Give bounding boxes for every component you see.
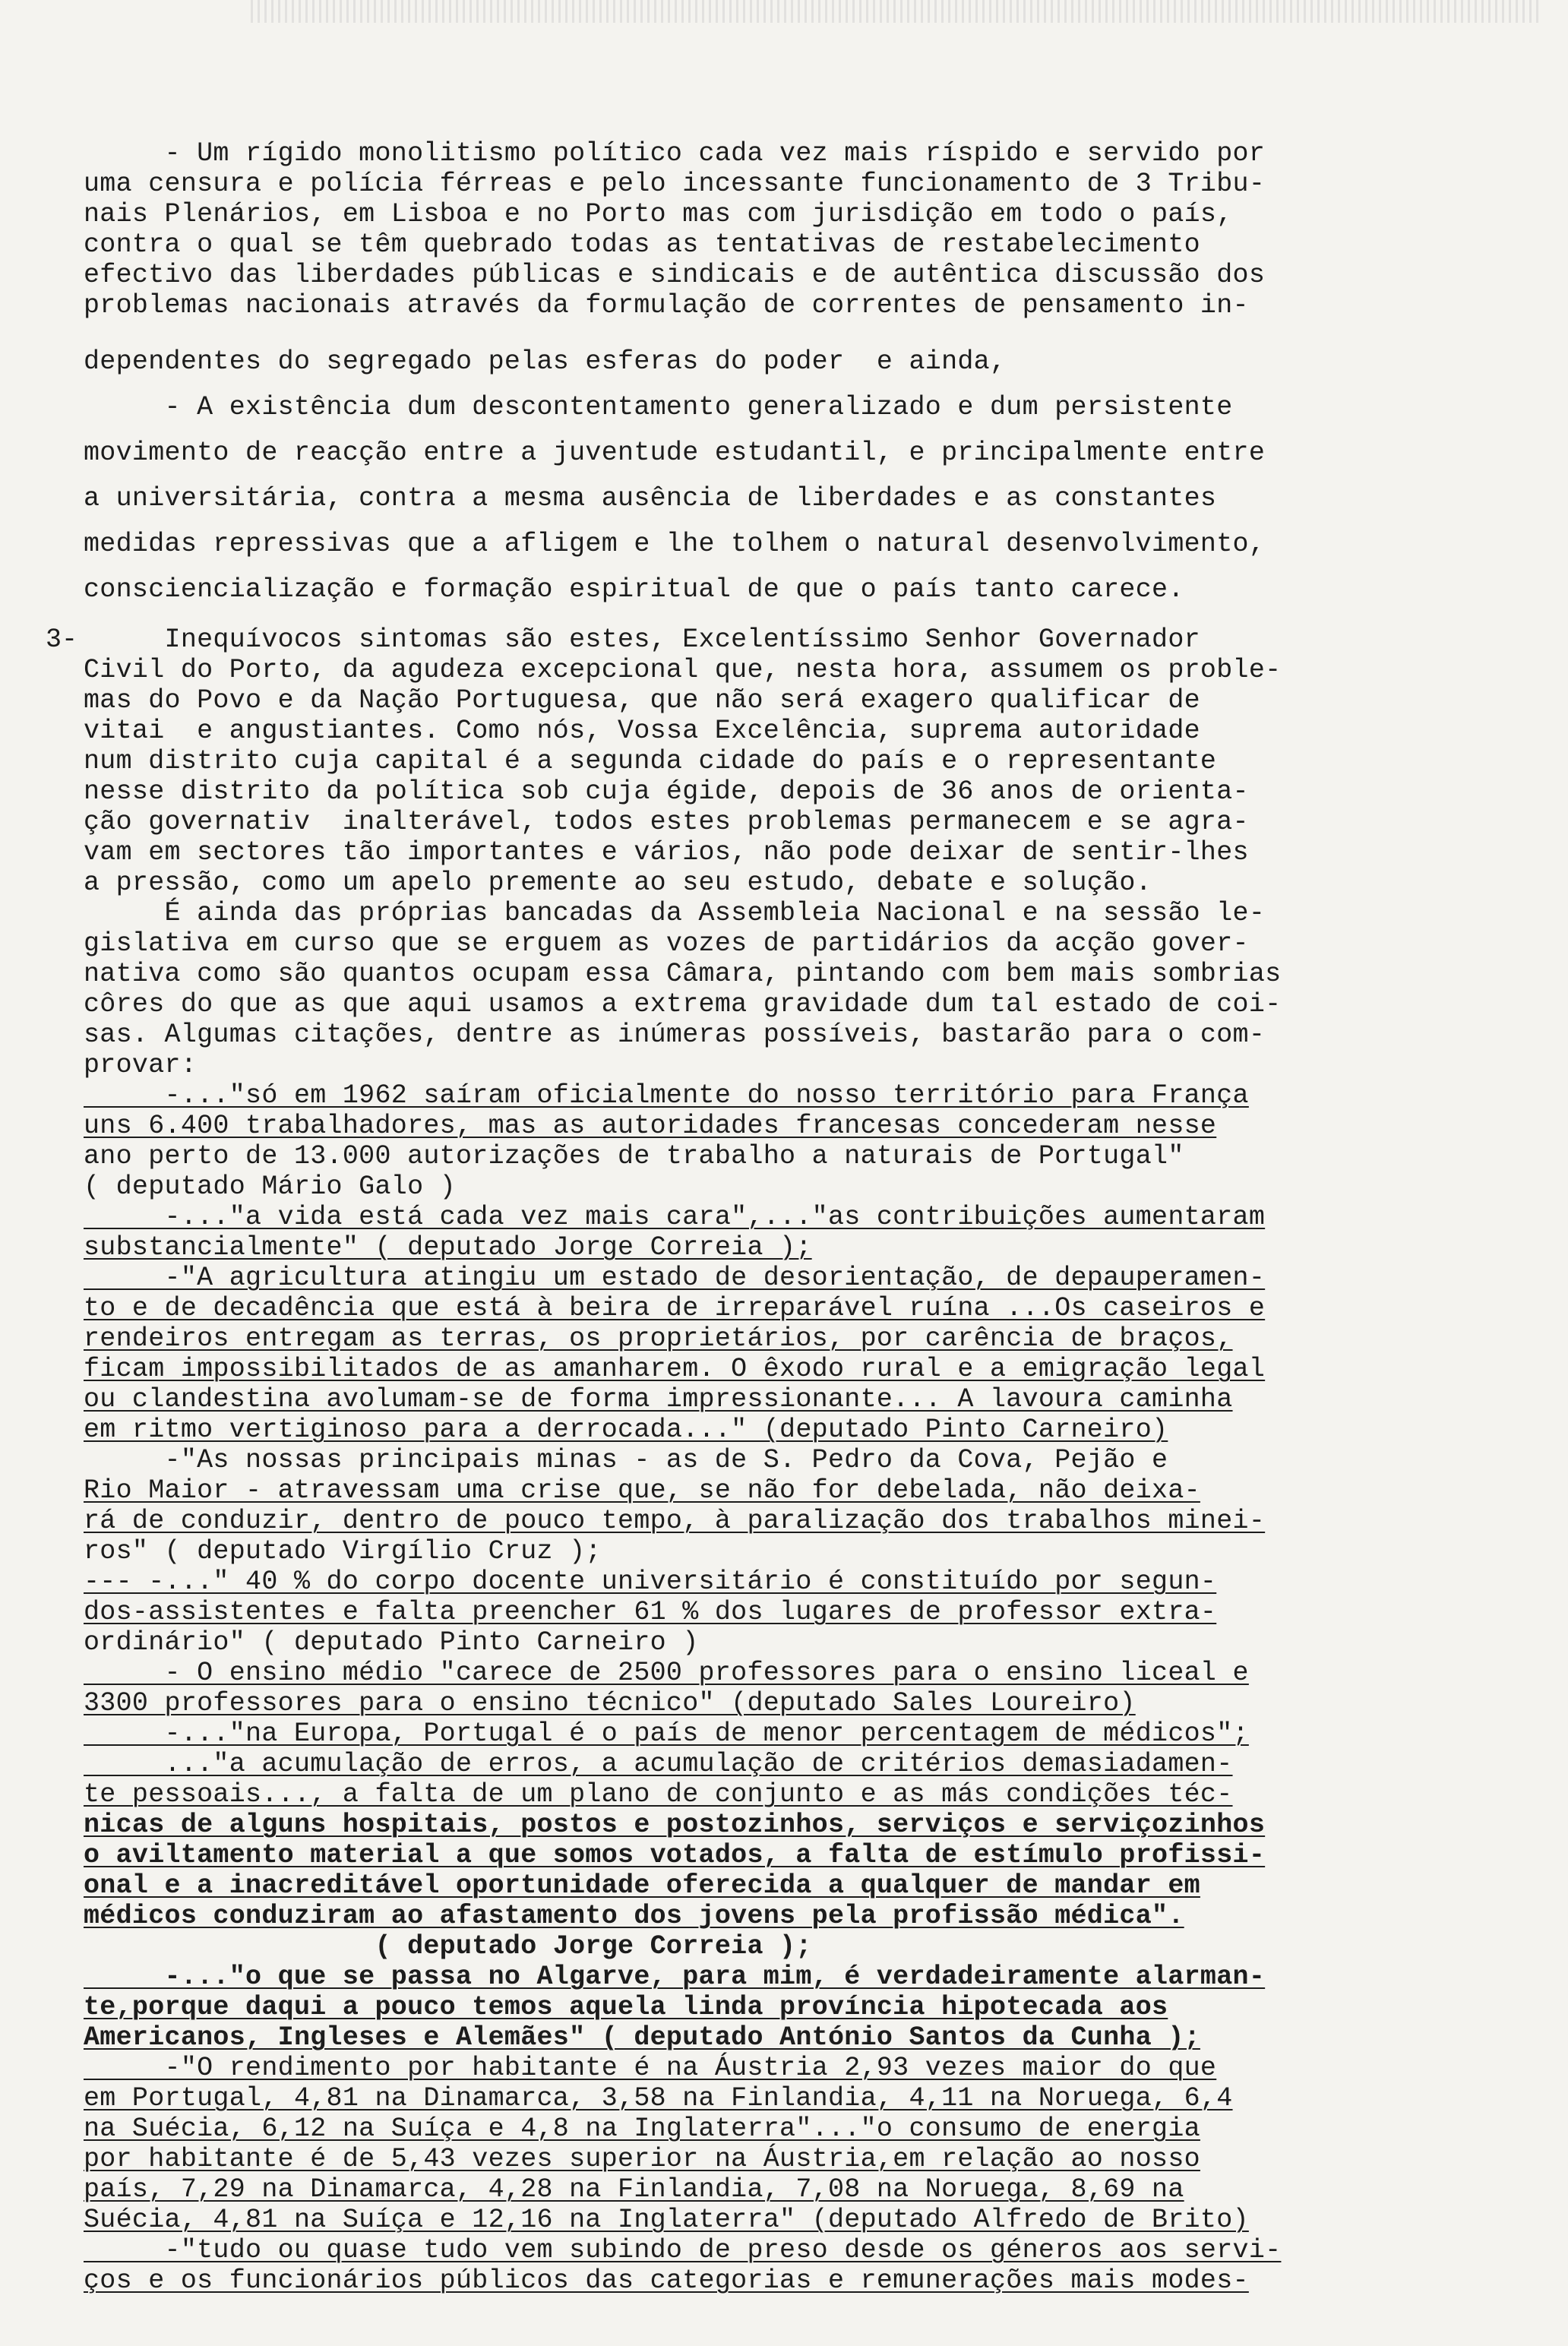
- text-line: --- -..." 40 % do corpo docente universitário é constituído por segun-: [84, 1567, 1217, 1597]
- text-line: -"A agricultura atingiu um estado de desorientação, de depauperamen-: [84, 1263, 1266, 1293]
- text-line: nais Plenários, em Lisboa e no Porto mas com jurisdição em todo o país,: [84, 199, 1233, 229]
- text-line: Suécia, 4,81 na Suíça e 12,16 na Inglaterra" (deputado Alfredo de Brito): [84, 2205, 1249, 2235]
- text-line: -"O rendimento por habitante é na Áustria 2,93 vezes maior do que: [84, 2053, 1217, 2083]
- text-line: dependentes do segregado pelas esferas do poder e ainda,: [84, 346, 1007, 377]
- text-line: uma censura e polícia férreas e pelo incessante funcionamento de 3 Tribu-: [84, 169, 1266, 199]
- text-line: ou clandestina avolumam-se de forma impressionante... A lavoura caminha: [84, 1384, 1233, 1415]
- text-line: ros" ( deputado Virgílio Cruz );: [84, 1536, 602, 1567]
- text-line: ( deputado Jorge Correia );: [84, 1931, 812, 1962]
- text-line: ano perto de 13.000 autorizações de trabalho a naturais de Portugal": [84, 1141, 1184, 1171]
- text-line: provar:: [84, 1050, 198, 1080]
- text-line: efectivo das liberdades públicas e sindicais e de autêntica discussão dos: [84, 260, 1266, 290]
- section-number: 3-: [46, 624, 78, 655]
- text-line: país, 7,29 na Dinamarca, 4,28 na Finlandia, 7,08 na Noruega, 8,69 na: [84, 2174, 1184, 2205]
- scan-header-artifact: [251, 0, 1542, 23]
- text-line: -..."só em 1962 saíram oficialmente do nosso território para França: [84, 1080, 1249, 1111]
- text-line: problemas nacionais através da formulação de correntes de pensamento in-: [84, 290, 1249, 321]
- text-line: vitai e angustiantes. Como nós, Vossa Excelência, suprema autoridade: [84, 716, 1200, 746]
- text-line: to e de decadência que está à beira de irreparável ruína ...Os caseiros e: [84, 1293, 1266, 1323]
- text-line: -..."a vida está cada vez mais cara",..."as contribuições aumentaram: [84, 1202, 1266, 1232]
- text-line: nativa como são quantos ocupam essa Câmara, pintando com bem mais sombrias: [84, 959, 1282, 989]
- text-line: por habitante é de 5,43 vezes superior na Áustria,em relação ao nosso: [84, 2144, 1200, 2174]
- text-line: gislativa em curso que se erguem as vozes de partidários da acção gover-: [84, 928, 1249, 959]
- text-line: rá de conduzir, dentro de pouco tempo, à paralização dos trabalhos minei-: [84, 1506, 1266, 1536]
- text-line: vam em sectores tão importantes e vários, não pode deixar de sentir-lhes: [84, 837, 1249, 868]
- text-line: dos-assistentes e falta preencher 61 % dos lugares de professor extra-: [84, 1597, 1217, 1627]
- text-line: - O ensino médio "carece de 2500 professores para o ensino liceal e: [84, 1658, 1249, 1688]
- text-line: - A existência dum descontentamento generalizado e dum persistente: [84, 392, 1233, 422]
- text-line: ..."a acumulação de erros, a acumulação de critérios demasiadamen-: [84, 1749, 1233, 1779]
- text-line: sas. Algumas citações, dentre as inúmeras possíveis, bastarão para o com-: [84, 1020, 1266, 1050]
- text-line: É ainda das próprias bancadas da Assembleia Nacional e na sessão le-: [84, 898, 1266, 928]
- text-line: em ritmo vertiginoso para a derrocada..." (deputado Pinto Carneiro): [84, 1415, 1168, 1445]
- text-line: a pressão, como um apelo premente ao seu estudo, debate e solução.: [84, 868, 1152, 898]
- paragraph-political-monolithism: [84, 138, 1474, 321]
- text-line: mas do Povo e da Nação Portuguesa, que não será exagero qualificar de: [84, 685, 1200, 716]
- text-line: médicos conduziram ao afastamento dos jovens pela profissão médica".: [84, 1901, 1184, 1931]
- text-line: a universitária, contra a mesma ausência de liberdades e as constantes: [84, 483, 1217, 514]
- text-line: ordinário" ( deputado Pinto Carneiro ): [84, 1627, 699, 1658]
- text-line: ficam impossibilitados de as amanharem. O êxodo rural e a emigração legal: [84, 1354, 1266, 1384]
- text-line: te pessoais..., a falta de um plano de conjunto e as más condições téc-: [84, 1779, 1233, 1810]
- text-line: -..."o que se passa no Algarve, para mim, é verdadeiramente alarman-: [84, 1962, 1266, 1992]
- text-line: em Portugal, 4,81 na Dinamarca, 3,58 na Finlandia, 4,11 na Noruega, 6,4: [84, 2083, 1233, 2114]
- text-line: onal e a inacreditável oportunidade oferecida a qualquer de mandar em: [84, 1870, 1200, 1901]
- text-line: -"As nossas principais minas - as de S. Pedro da Cova, Pejão e: [84, 1445, 1168, 1475]
- text-line: substancialmente" ( deputado Jorge Correia );: [84, 1232, 812, 1263]
- text-line: na Suécia, 6,12 na Suíça e 4,8 na Inglaterra"..."o consumo de energia: [84, 2114, 1200, 2144]
- text-line: contra o qual se têm quebrado todas as tentativas de restabelecimento: [84, 229, 1200, 260]
- text-line: Americanos, Ingleses e Alemães" ( deputado António Santos da Cunha );: [84, 2022, 1200, 2053]
- quotes-list: [84, 1080, 1474, 2296]
- text-line: ços e os funcionários públicos das categorias e remunerações mais modes-: [84, 2265, 1249, 2296]
- text-line: consciencialização e formação espiritual de que o país tanto carece.: [84, 574, 1184, 605]
- text-line: te,porque daqui a pouco temos aquela linda província hipotecada aos: [84, 1992, 1168, 2022]
- text-line: - Um rígido monolitismo político cada vez mais ríspido e servido por: [84, 138, 1266, 169]
- text-line: côres do que as que aqui usamos a extrema gravidade dum tal estado de coi-: [84, 989, 1282, 1020]
- text-line: -..."na Europa, Portugal é o país de menor percentagem de médicos";: [84, 1718, 1249, 1749]
- text-line: medidas repressivas que a afligem e lhe tolhem o natural desenvolvimento,: [84, 529, 1266, 559]
- text-line: -"tudo ou quase tudo vem subindo de preso desde os géneros aos servi-: [84, 2235, 1282, 2265]
- text-line: 3300 professores para o ensino técnico" (deputado Sales Loureiro): [84, 1688, 1136, 1718]
- text-line: Civil do Porto, da agudeza excepcional que, nesta hora, assumem os proble-: [84, 655, 1282, 685]
- text-line: Rio Maior - atravessam uma crise que, se não for debelada, não deixa-: [84, 1475, 1200, 1506]
- text-line: o aviltamento material a que somos votados, a falta de estímulo profissi-: [84, 1840, 1266, 1870]
- text-line: rendeiros entregam as terras, os proprietários, por carência de braços,: [84, 1323, 1233, 1354]
- text-line: ( deputado Mário Galo ): [84, 1171, 456, 1202]
- text-line: nesse distrito da política sob cuja égide, depois de 36 anos de orienta-: [84, 776, 1249, 807]
- text-line: Inequívocos sintomas são estes, Excelentíssimo Senhor Governador: [84, 624, 1200, 655]
- text-line: num distrito cuja capital é a segunda cidade do país e o representante: [84, 746, 1217, 776]
- text-line: uns 6.400 trabalhadores, mas as autoridades francesas concederam nesse: [84, 1111, 1217, 1141]
- paragraph-student-discontent: [84, 339, 1474, 612]
- paragraph-symptoms: [84, 624, 1474, 1080]
- text-line: ção governativ inalterável, todos estes problemas permanecem e se agra-: [84, 807, 1249, 837]
- text-line: movimento de reacção entre a juventude estudantil, e principalmente entre: [84, 438, 1266, 468]
- text-line: nicas de alguns hospitais, postos e postozinhos, serviços e serviçozinhos: [84, 1810, 1266, 1840]
